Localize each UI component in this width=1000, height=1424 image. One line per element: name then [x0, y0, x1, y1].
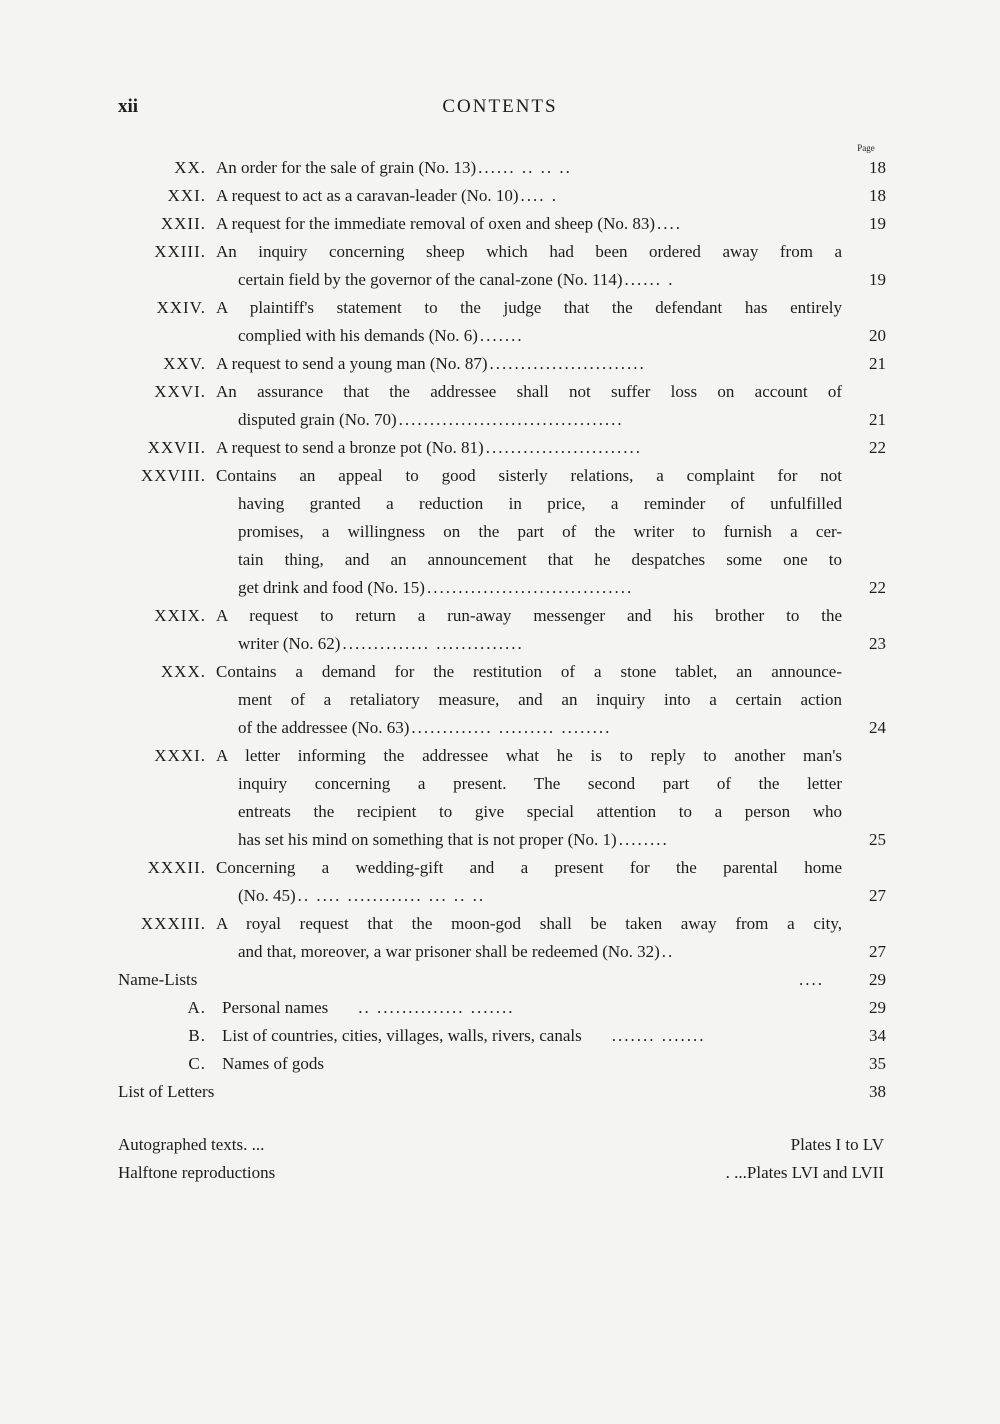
entry-text-line: complied with his demands (No. 6) [238, 326, 478, 345]
entry-number: XXXII. [147, 858, 206, 877]
dot-leader: .............. .............. [342, 634, 524, 653]
name-list-text: List of countries, cities, villages, walls, rivers, canals [222, 1026, 582, 1045]
page-column-label: Page [857, 143, 875, 153]
entry-text-line: entreats the recipient to give special attention to a person who [238, 802, 842, 821]
entry-text-line: tain thing, and an announcement that he despatches some one to [238, 550, 842, 569]
entry-text-line: A request to return a run-away messenger and his brother to the [216, 606, 842, 625]
entry-page-number: 18 [869, 158, 886, 177]
dot-leader: .. .... ............ ... .. .. [297, 886, 486, 905]
entry-number: XXIII. [154, 242, 206, 261]
section-page-number: 38 [869, 1082, 886, 1101]
dot-leader: .... . [520, 186, 559, 205]
plates-label: Autographed texts [118, 1135, 244, 1154]
dot-leader: ...... . [624, 270, 675, 289]
toc-entry [0, 434, 1000, 462]
dot-leader: .... [799, 970, 824, 989]
entry-number: XXIV. [156, 298, 206, 317]
entry-page-number: 20 [869, 326, 886, 345]
toc-entry [0, 378, 1000, 434]
entry-number: XXX. [160, 662, 206, 681]
entry-text-line: certain field by the governor of the canal-zone (No. 114) [238, 270, 623, 289]
entry-page-number: 19 [869, 270, 886, 289]
entry-number: XXII. [160, 214, 206, 233]
dot-leader: ....... [479, 326, 524, 345]
entry-text-line: A plaintiff's statement to the judge that the defendant has entirely [216, 298, 842, 317]
dot-leader: ................................. [426, 578, 634, 597]
entry-number: XX. [174, 158, 206, 177]
entry-page-number: 22 [869, 578, 886, 597]
entry-text-line: promises, a willingness on the part of the writer to furnish a cer- [238, 522, 842, 541]
entry-page-number: 18 [869, 186, 886, 205]
dot-leader: .. [661, 942, 675, 961]
toc-entry [0, 182, 1000, 210]
entry-text-line: An order for the sale of grain (No. 13) [216, 158, 477, 177]
entry-number: XXI. [167, 186, 206, 205]
entry-text-line: has set his mind on something that is not proper (No. 1) [238, 830, 617, 849]
entry-text-line: get drink and food (No. 15) [238, 578, 425, 597]
entry-page-number: 19 [869, 214, 886, 233]
plates-leader: . ... [243, 1135, 265, 1154]
name-list-page-number: 35 [869, 1054, 886, 1073]
name-list-text: Names of gods [222, 1054, 324, 1073]
name-list-item [0, 994, 1000, 1022]
entry-text-line: having granted a reduction in price, a reminder of unfulfilled [238, 494, 842, 513]
entry-number: XXXIII. [140, 914, 206, 933]
name-list-item [0, 1022, 1000, 1050]
entry-text-line: inquiry concerning a present. The second part of the letter [238, 774, 842, 793]
dot-leader: ...... .. .. .. [478, 158, 572, 177]
toc-entry [0, 658, 1000, 742]
entry-page-number: 27 [869, 886, 886, 905]
entry-text-line: disputed grain (No. 70) [238, 410, 397, 429]
toc-entry [0, 210, 1000, 238]
dot-leader: .... [657, 214, 683, 233]
page-title: CONTENTS [442, 96, 558, 117]
toc-entry [0, 742, 1000, 854]
name-list-letter: C. [188, 1054, 206, 1073]
entry-number: XXIX. [154, 606, 206, 625]
section-label: List of Letters [118, 1082, 215, 1101]
entry-text-line: writer (No. 62) [238, 634, 341, 653]
plates-label: Halftone reproductions [118, 1163, 276, 1182]
entry-text-line: (No. 45) [238, 886, 296, 905]
dot-leader: .. .............. ....... [358, 998, 515, 1017]
entry-text-line: Concerning a wedding-gift and a present for the parental home [216, 858, 842, 877]
entry-text-line: An inquiry concerning sheep which had been ordered away from a [216, 242, 842, 261]
toc-entry [0, 854, 1000, 910]
entry-number: XXVIII. [140, 466, 206, 485]
plates-leader: . ... [725, 1163, 747, 1182]
entry-text-line: Contains an appeal to good sisterly relations, a complaint for not [216, 466, 842, 485]
name-list-page-number: 29 [869, 998, 886, 1017]
toc-entry [0, 350, 1000, 378]
entry-number: XXV. [163, 354, 206, 373]
toc-entry [0, 910, 1000, 966]
table-of-contents [0, 154, 1000, 1106]
page-number: xii [118, 96, 139, 117]
name-list-text: Personal names [222, 998, 329, 1017]
section-label: Name-Lists [118, 970, 198, 989]
dot-leader: ........ [618, 830, 669, 849]
dot-leader: ............. ......... ........ [411, 718, 612, 737]
plates-value: Plates I to LV [790, 1135, 884, 1154]
entry-text-line: A request to send a young man (No. 87) [216, 354, 488, 373]
entry-text-line: Contains a demand for the restitution of a stone tablet, an announce- [216, 662, 842, 681]
toc-entry [0, 462, 1000, 602]
dot-leader: ....... ....... [611, 1026, 706, 1045]
name-list-page-number: 34 [869, 1026, 886, 1045]
dot-leader: ......................... [489, 354, 646, 373]
name-list-letter: A. [187, 998, 206, 1017]
entry-page-number: 24 [869, 718, 886, 737]
dot-leader: ......................... [485, 438, 642, 457]
toc-entry [0, 154, 1000, 182]
entry-page-number: 25 [869, 830, 886, 849]
entry-number: XXVI. [154, 382, 206, 401]
toc-entry [0, 602, 1000, 658]
entry-text-line: An assurance that the addressee shall not suffer loss on account of [216, 382, 842, 401]
name-lists-heading [0, 966, 1000, 994]
entry-page-number: 27 [869, 942, 886, 961]
entry-number: XXVII. [147, 438, 206, 457]
entry-text-line: and that, moreover, a war prisoner shall be redeemed (No. 32) [238, 942, 660, 961]
plates-row-halftone [118, 1159, 884, 1187]
entry-text-line: A request to act as a caravan-leader (No. 10) [216, 186, 519, 205]
entry-text-line: A request for the immediate removal of oxen and sheep (No. 83) [216, 214, 656, 233]
entry-text-line: ment of a retaliatory measure, and an inquiry into a certain action [238, 690, 842, 709]
entry-text-line: A royal request that the moon-god shall be taken away from a city, [216, 914, 842, 933]
plates-value: Plates LVI and LVII [746, 1163, 884, 1182]
entry-number: XXXI. [154, 746, 206, 765]
plates-row-autographed [118, 1131, 884, 1159]
name-list-letter: B. [188, 1026, 206, 1045]
entry-page-number: 21 [869, 410, 886, 429]
toc-entry [0, 238, 1000, 294]
entry-page-number: 21 [869, 354, 886, 373]
section-page-number: 29 [869, 970, 886, 989]
entry-page-number: 23 [869, 634, 886, 653]
list-of-letters-row [0, 1078, 1000, 1106]
entry-text-line: A letter informing the addressee what he is to reply to another man's [216, 746, 842, 765]
name-list-item [0, 1050, 1000, 1078]
entry-page-number: 22 [869, 438, 886, 457]
toc-entry [0, 294, 1000, 350]
entry-text-line: A request to send a bronze pot (No. 81) [216, 438, 484, 457]
entry-text-line: of the addressee (No. 63) [238, 718, 410, 737]
dot-leader: .................................... [398, 410, 624, 429]
